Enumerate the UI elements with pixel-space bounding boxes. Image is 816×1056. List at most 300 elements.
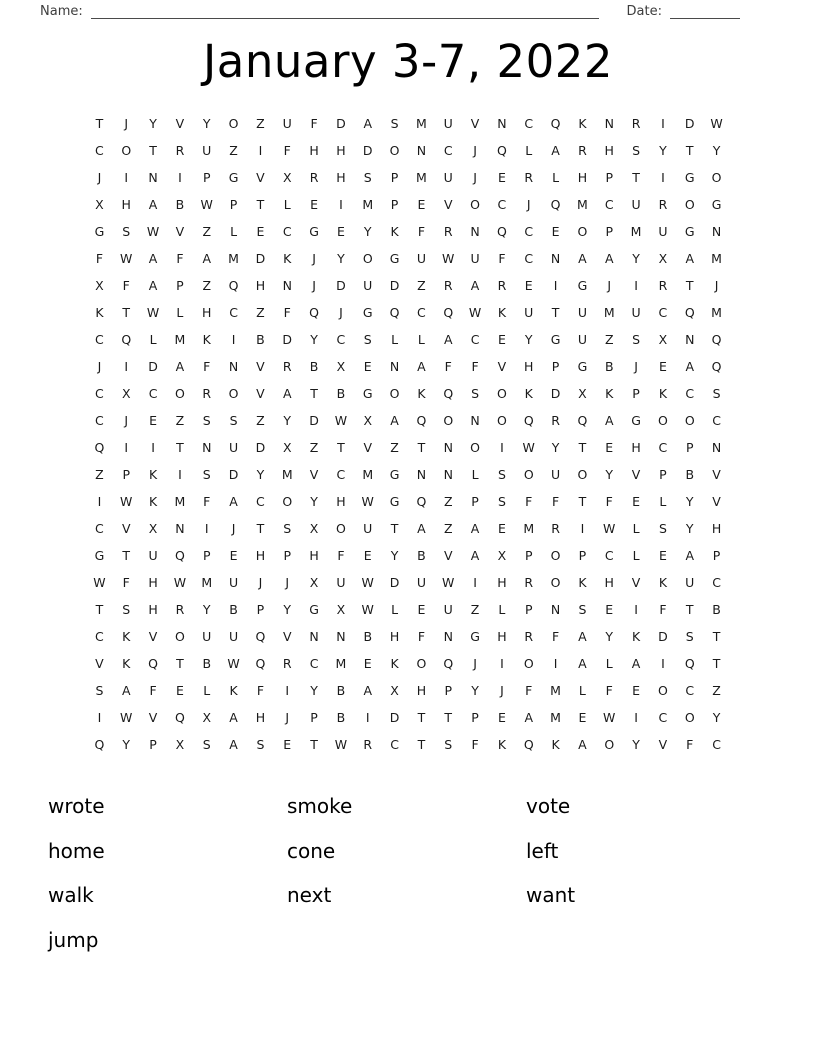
grid-letter: J bbox=[473, 143, 477, 158]
grid-letter: V bbox=[712, 467, 721, 482]
word-item: vote bbox=[526, 794, 571, 818]
grid-letter: D bbox=[389, 575, 400, 590]
grid-letter: R bbox=[363, 737, 373, 752]
grid-letter: L bbox=[417, 332, 425, 347]
grid-letter: O bbox=[550, 548, 561, 563]
grid-letter: I bbox=[97, 494, 102, 509]
grid-letter: P bbox=[390, 197, 399, 212]
grid-letter: H bbox=[309, 548, 319, 563]
grid-letter: N bbox=[443, 629, 453, 644]
grid-letter: O bbox=[470, 197, 480, 212]
grid-letter: Z bbox=[95, 467, 104, 482]
grid-letter: L bbox=[203, 683, 211, 698]
grid-letter: C bbox=[336, 332, 346, 347]
grid-letter: F bbox=[605, 494, 613, 509]
grid-letter: J bbox=[258, 575, 263, 590]
word-search-grid bbox=[86, 110, 730, 758]
grid-letter: O bbox=[228, 116, 239, 131]
grid-letter: C bbox=[658, 710, 668, 725]
grid-letter: G bbox=[389, 494, 400, 509]
grid-letter: Z bbox=[470, 602, 480, 617]
grid-letter: M bbox=[416, 170, 427, 185]
grid-letter: S bbox=[471, 386, 480, 401]
grid-letter: C bbox=[712, 413, 721, 428]
grid-letter: I bbox=[500, 440, 504, 455]
grid-letter: C bbox=[417, 305, 426, 320]
grid-letter: U bbox=[551, 467, 561, 482]
grid-letter: S bbox=[685, 629, 694, 644]
grid-letter: Q bbox=[255, 656, 266, 671]
grid-letter: S bbox=[632, 143, 641, 158]
grid-row bbox=[86, 191, 730, 218]
grid-letter: U bbox=[577, 332, 587, 347]
grid-row bbox=[86, 731, 730, 758]
grid-letter: E bbox=[417, 602, 426, 617]
grid-row bbox=[86, 596, 730, 623]
grid-letter: H bbox=[336, 494, 346, 509]
grid-letter: E bbox=[658, 548, 667, 563]
grid-letter: D bbox=[389, 710, 400, 725]
grid-letter: F bbox=[525, 683, 533, 698]
grid-letter: X bbox=[309, 521, 319, 536]
grid-letter: B bbox=[229, 602, 238, 617]
grid-letter: J bbox=[339, 305, 343, 320]
grid-letter: Y bbox=[471, 683, 479, 698]
word-item: wrote bbox=[48, 794, 105, 818]
grid-letter: H bbox=[336, 170, 346, 185]
grid-letter: E bbox=[363, 656, 372, 671]
grid-letter: U bbox=[229, 629, 239, 644]
grid-letter: W bbox=[522, 440, 535, 455]
grid-letter: X bbox=[336, 359, 346, 374]
grid-letter: Z bbox=[309, 440, 319, 455]
grid-letter: K bbox=[148, 494, 158, 509]
grid-letter: Z bbox=[256, 413, 265, 428]
grid-letter: H bbox=[148, 602, 158, 617]
grid-letter: Y bbox=[283, 602, 292, 617]
grid-letter: K bbox=[578, 116, 587, 131]
grid-letter: O bbox=[335, 521, 346, 536]
grid-letter: O bbox=[523, 656, 534, 671]
grid-letter: M bbox=[577, 197, 588, 212]
grid-letter: L bbox=[552, 170, 560, 185]
grid-letter: L bbox=[230, 224, 238, 239]
grid-letter: V bbox=[175, 116, 185, 131]
grid-letter: Q bbox=[416, 494, 427, 509]
grid-letter: G bbox=[94, 548, 105, 563]
grid-letter: U bbox=[282, 116, 292, 131]
grid-letter: P bbox=[471, 494, 479, 509]
grid-row bbox=[86, 704, 730, 731]
grid-letter: T bbox=[95, 602, 104, 617]
grid-letter: O bbox=[496, 413, 507, 428]
grid-letter: J bbox=[526, 197, 531, 212]
grid-row bbox=[86, 218, 730, 245]
grid-letter: W bbox=[442, 575, 455, 590]
word-list-column bbox=[526, 784, 765, 962]
grid-letter: L bbox=[525, 143, 533, 158]
grid-letter: H bbox=[309, 143, 319, 158]
grid-letter: K bbox=[658, 575, 668, 590]
grid-letter: Q bbox=[577, 413, 588, 428]
grid-letter: Q bbox=[94, 440, 105, 455]
grid-letter: O bbox=[389, 386, 400, 401]
grid-letter: T bbox=[95, 116, 104, 131]
grid-letter: A bbox=[229, 737, 238, 752]
grid-letter: S bbox=[390, 116, 399, 131]
grid-letter: C bbox=[658, 305, 668, 320]
grid-letter: Y bbox=[524, 332, 533, 347]
grid-letter: X bbox=[95, 197, 104, 212]
grid-letter: N bbox=[497, 116, 507, 131]
grid-row bbox=[86, 461, 730, 488]
grid-letter: S bbox=[229, 413, 238, 428]
grid-letter: C bbox=[95, 386, 104, 401]
grid-letter: K bbox=[578, 575, 587, 590]
grid-letter: R bbox=[497, 278, 507, 293]
grid-letter: V bbox=[631, 575, 641, 590]
grid-letter: W bbox=[603, 710, 616, 725]
grid-letter: P bbox=[605, 170, 614, 185]
grid-letter: Z bbox=[229, 143, 238, 158]
grid-letter: U bbox=[577, 305, 587, 320]
grid-letter: M bbox=[201, 575, 213, 590]
grid-letter: J bbox=[285, 710, 290, 725]
grid-letter: R bbox=[551, 521, 560, 536]
grid-letter: W bbox=[334, 737, 348, 752]
grid-letter: H bbox=[631, 440, 641, 455]
grid-letter: X bbox=[95, 278, 104, 293]
grid-letter: X bbox=[309, 575, 319, 590]
grid-letter: E bbox=[283, 737, 292, 752]
grid-letter: W bbox=[603, 521, 616, 536]
grid-letter: T bbox=[417, 440, 426, 455]
grid-letter: L bbox=[659, 494, 667, 509]
grid-letter: R bbox=[309, 170, 319, 185]
name-label: Name: bbox=[40, 4, 83, 19]
word-item: home bbox=[48, 838, 105, 863]
grid-letter: P bbox=[578, 548, 587, 563]
grid-letter: B bbox=[202, 656, 212, 671]
grid-letter: F bbox=[122, 575, 130, 590]
grid-letter: P bbox=[176, 278, 184, 293]
grid-letter: W bbox=[120, 710, 133, 725]
grid-letter: X bbox=[658, 251, 668, 266]
grid-letter: E bbox=[497, 332, 506, 347]
grid-row bbox=[86, 434, 730, 461]
grid-letter: Q bbox=[443, 656, 454, 671]
grid-letter: V bbox=[658, 737, 668, 752]
grid-letter: D bbox=[255, 440, 266, 455]
grid-row bbox=[86, 515, 730, 542]
grid-letter: J bbox=[473, 656, 477, 671]
grid-letter: P bbox=[471, 710, 479, 725]
grid-letter: C bbox=[390, 737, 399, 752]
grid-letter: E bbox=[363, 548, 372, 563]
grid-letter: Z bbox=[202, 224, 212, 239]
grid-letter: E bbox=[578, 710, 587, 725]
name-date-row bbox=[0, 0, 816, 19]
grid-letter: Y bbox=[310, 332, 318, 347]
grid-letter: L bbox=[632, 521, 640, 536]
grid-letter: Q bbox=[228, 278, 239, 293]
grid-letter: F bbox=[203, 359, 211, 374]
grid-letter: W bbox=[146, 224, 160, 239]
grid-letter: L bbox=[149, 332, 157, 347]
grid-letter: Y bbox=[122, 737, 131, 752]
grid-letter: E bbox=[256, 224, 265, 239]
grid-letter: F bbox=[176, 251, 184, 266]
grid-letter: L bbox=[471, 467, 479, 482]
grid-row bbox=[86, 488, 730, 515]
grid-letter: L bbox=[391, 602, 399, 617]
grid-letter: Z bbox=[256, 305, 265, 320]
grid-letter: A bbox=[417, 359, 426, 374]
grid-letter: F bbox=[417, 629, 426, 644]
grid-row bbox=[86, 380, 730, 407]
grid-letter: O bbox=[657, 683, 668, 698]
grid-letter: X bbox=[282, 440, 292, 455]
grid-letter: Y bbox=[363, 224, 372, 239]
grid-letter: K bbox=[631, 629, 641, 644]
grid-letter: T bbox=[578, 494, 587, 509]
grid-letter: M bbox=[174, 332, 186, 347]
grid-letter: U bbox=[416, 575, 426, 590]
grid-letter: A bbox=[229, 494, 238, 509]
grid-letter: U bbox=[470, 251, 480, 266]
grid-letter: C bbox=[336, 467, 346, 482]
grid-row bbox=[86, 137, 730, 164]
grid-letter: Z bbox=[202, 278, 212, 293]
grid-letter: N bbox=[202, 440, 212, 455]
grid-letter: K bbox=[202, 332, 211, 347]
grid-letter: O bbox=[657, 413, 668, 428]
grid-letter: G bbox=[470, 629, 480, 644]
grid-letter: B bbox=[175, 197, 185, 212]
grid-letter: V bbox=[712, 494, 721, 509]
grid-letter: J bbox=[97, 170, 102, 185]
grid-row bbox=[86, 569, 730, 596]
grid-letter: O bbox=[496, 386, 507, 401]
grid-letter: J bbox=[607, 278, 612, 293]
grid-letter: U bbox=[443, 170, 453, 185]
grid-letter: K bbox=[95, 305, 104, 320]
grid-letter: E bbox=[497, 710, 506, 725]
grid-letter: C bbox=[685, 683, 695, 698]
grid-letter: B bbox=[309, 359, 319, 374]
grid-letter: Q bbox=[443, 386, 454, 401]
grid-letter: E bbox=[497, 521, 506, 536]
grid-letter: T bbox=[337, 440, 345, 455]
grid-letter: I bbox=[661, 656, 665, 671]
grid-letter: N bbox=[550, 602, 561, 617]
grid-letter: P bbox=[712, 548, 721, 563]
grid-letter: H bbox=[577, 170, 588, 185]
grid-letter: D bbox=[658, 629, 668, 644]
grid-letter: N bbox=[470, 413, 480, 428]
grid-letter: E bbox=[551, 224, 560, 239]
grid-letter: T bbox=[632, 170, 640, 185]
grid-letter: J bbox=[473, 170, 477, 185]
grid-letter: C bbox=[95, 629, 104, 644]
grid-letter: F bbox=[417, 224, 426, 239]
grid-letter: D bbox=[282, 332, 293, 347]
grid-letter: T bbox=[417, 710, 426, 725]
grid-letter: Y bbox=[256, 467, 265, 482]
grid-letter: E bbox=[310, 197, 319, 212]
grid-letter: Y bbox=[390, 548, 399, 563]
grid-letter: O bbox=[416, 656, 427, 671]
grid-letter: I bbox=[97, 710, 102, 725]
grid-letter: G bbox=[684, 224, 695, 239]
grid-letter: U bbox=[443, 116, 453, 131]
grid-letter: L bbox=[578, 683, 586, 698]
grid-letter: V bbox=[497, 359, 507, 374]
grid-letter: N bbox=[309, 629, 319, 644]
grid-letter: K bbox=[497, 737, 507, 752]
grid-letter: Q bbox=[523, 737, 534, 752]
grid-letter: F bbox=[444, 359, 452, 374]
grid-letter: L bbox=[498, 602, 506, 617]
grid-letter: W bbox=[442, 251, 455, 266]
grid-letter: G bbox=[550, 332, 561, 347]
grid-letter: E bbox=[363, 359, 372, 374]
grid-letter: W bbox=[468, 305, 482, 320]
grid-letter: P bbox=[310, 710, 318, 725]
grid-letter: F bbox=[283, 143, 291, 158]
grid-letter: K bbox=[148, 467, 158, 482]
grid-letter: T bbox=[310, 386, 318, 401]
grid-letter: S bbox=[363, 170, 372, 185]
grid-letter: D bbox=[550, 386, 561, 401]
grid-letter: G bbox=[389, 251, 400, 266]
grid-letter: Q bbox=[309, 305, 319, 320]
grid-letter: K bbox=[390, 656, 399, 671]
grid-letter: D bbox=[336, 116, 346, 131]
word-list-column bbox=[287, 784, 526, 962]
grid-letter: P bbox=[551, 359, 560, 374]
grid-row bbox=[86, 299, 730, 326]
grid-letter: K bbox=[658, 386, 668, 401]
grid-letter: Q bbox=[174, 710, 185, 725]
grid-letter: B bbox=[336, 683, 346, 698]
grid-letter: B bbox=[685, 467, 695, 482]
grid-letter: R bbox=[443, 278, 453, 293]
grid-letter: O bbox=[550, 575, 561, 590]
grid-letter: X bbox=[497, 548, 507, 563]
grid-letter: A bbox=[685, 548, 695, 563]
grid-letter: P bbox=[632, 386, 640, 401]
grid-letter: U bbox=[336, 575, 346, 590]
grid-letter: C bbox=[229, 305, 238, 320]
grid-letter: W bbox=[120, 494, 133, 509]
grid-letter: G bbox=[389, 467, 400, 482]
grid-letter: O bbox=[577, 224, 588, 239]
grid-letter: D bbox=[336, 278, 346, 293]
grid-letter: Y bbox=[685, 494, 694, 509]
grid-letter: C bbox=[443, 143, 453, 158]
grid-letter: M bbox=[550, 710, 561, 725]
grid-letter: I bbox=[634, 278, 638, 293]
grid-letter: D bbox=[148, 359, 158, 374]
grid-letter: A bbox=[578, 656, 587, 671]
grid-letter: Y bbox=[712, 710, 721, 725]
grid-letter: U bbox=[416, 251, 426, 266]
grid-letter: K bbox=[417, 386, 426, 401]
grid-letter: E bbox=[149, 413, 158, 428]
grid-letter: I bbox=[204, 521, 209, 536]
grid-letter: M bbox=[523, 521, 535, 536]
grid-letter: V bbox=[121, 521, 131, 536]
grid-letter: S bbox=[712, 386, 721, 401]
grid-letter: H bbox=[497, 629, 507, 644]
grid-letter: F bbox=[149, 683, 157, 698]
grid-letter: T bbox=[149, 143, 157, 158]
grid-letter: X bbox=[282, 170, 292, 185]
grid-letter: C bbox=[497, 197, 507, 212]
grid-letter: T bbox=[712, 656, 721, 671]
grid-letter: Y bbox=[310, 494, 318, 509]
grid-letter: P bbox=[390, 170, 399, 185]
grid-letter: V bbox=[148, 629, 158, 644]
grid-letter: R bbox=[175, 602, 185, 617]
grid-letter: T bbox=[176, 440, 184, 455]
grid-letter: R bbox=[524, 629, 534, 644]
grid-letter: T bbox=[310, 737, 318, 752]
grid-letter: Y bbox=[712, 143, 721, 158]
grid-letter: Z bbox=[175, 413, 185, 428]
grid-letter: Y bbox=[283, 413, 292, 428]
grid-letter: S bbox=[202, 737, 211, 752]
grid-letter: L bbox=[283, 197, 291, 212]
grid-letter: O bbox=[470, 440, 480, 455]
grid-letter: V bbox=[148, 710, 158, 725]
grid-letter: O bbox=[443, 413, 454, 428]
grid-letter: E bbox=[632, 683, 641, 698]
grid-letter: L bbox=[176, 305, 184, 320]
grid-letter: A bbox=[604, 251, 614, 266]
grid-letter: D bbox=[362, 143, 373, 158]
grid-letter: M bbox=[335, 656, 347, 671]
grid-letter: Y bbox=[659, 143, 667, 158]
grid-letter: C bbox=[685, 386, 695, 401]
grid-letter: U bbox=[229, 440, 239, 455]
grid-letter: I bbox=[258, 143, 263, 158]
grid-letter: U bbox=[148, 548, 158, 563]
grid-letter: N bbox=[336, 629, 346, 644]
grid-letter: S bbox=[632, 332, 641, 347]
grid-letter: V bbox=[256, 386, 265, 401]
grid-letter: B bbox=[604, 359, 614, 374]
grid-letter: T bbox=[578, 440, 587, 455]
grid-letter: L bbox=[391, 332, 399, 347]
grid-letter: T bbox=[390, 521, 399, 536]
grid-letter: R bbox=[658, 197, 668, 212]
grid-letter: I bbox=[124, 170, 129, 185]
grid-letter: C bbox=[604, 548, 614, 563]
grid-row bbox=[86, 542, 730, 569]
grid-letter: M bbox=[550, 683, 561, 698]
grid-letter: T bbox=[122, 305, 131, 320]
grid-letter: H bbox=[336, 143, 346, 158]
grid-letter: U bbox=[658, 224, 668, 239]
grid-letter: P bbox=[149, 737, 157, 752]
grid-letter: N bbox=[148, 170, 158, 185]
grid-letter: W bbox=[361, 602, 374, 617]
grid-letter: R bbox=[524, 575, 534, 590]
grid-letter: N bbox=[711, 440, 722, 455]
grid-letter: Y bbox=[337, 251, 345, 266]
